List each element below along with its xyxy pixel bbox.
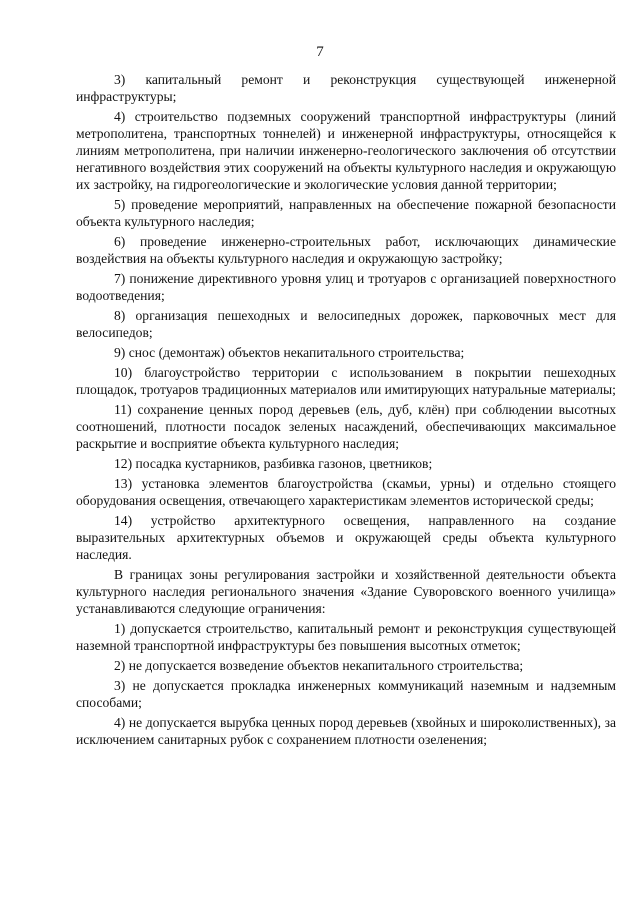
list-item-7: 7) понижение директивного уровня улиц и тротуаров с организацией поверхностного водоотведения; <box>76 270 616 303</box>
list-item-3: 3) капитальный ремонт и реконструкция существующей инженерной инфраструктуры; <box>76 72 616 104</box>
list-item-12: 12) посадка кустарников, разбивка газонов, цветников; <box>114 455 433 471</box>
page-number: 7 <box>316 44 324 60</box>
restriction-item-4: 4) не допускается вырубка ценных пород деревьев (хвойных и широколиственных), за исключением санитарных рубок с сохранением плотности озеленения; <box>76 714 616 747</box>
zone-restrictions-intro: В границах зоны регулирования застройки и хозяйственной деятельности объекта культурного наследия регионального значения «Здание Суворовского военного училища» устанавливаются следующие ограничения: <box>76 566 616 616</box>
list-item-6: 6) проведение инженерно-строительных работ, исключающих динамические воздействия на объекты культурного наследия и окружающую застройку; <box>76 233 616 266</box>
list-item-5: 5) проведение мероприятий, направленных на обеспечение пожарной безопасности объекта культурного наследия; <box>76 196 616 229</box>
restriction-item-2: 2) не допускается возведение объектов некапитального строительства; <box>114 657 524 673</box>
list-item-10: 10) благоустройство территории с использованием в покрытии пешеходных площадок, тротуаров традиционных материалов или имитирующих натуральные материалы; <box>76 364 616 397</box>
list-item-8: 8) организация пешеходных и велосипедных дорожек, парковочных мест для велосипедов; <box>76 307 616 340</box>
list-item-13: 13) установка элементов благоустройства (скамьи, урны) и отдельно стоящего оборудования освещения, отвечающего характеристикам элементов исторической среды; <box>76 475 616 508</box>
restriction-item-1: 1) допускается строительство, капитальный ремонт и реконструкция существующей наземной транспортной инфраструктуры без повышения высотных отметок; <box>76 620 616 653</box>
list-item-9: 9) снос (демонтаж) объектов некапитального строительства; <box>114 344 465 360</box>
list-item-11: 11) сохранение ценных пород деревьев (ель, дуб, клён) при соблюдении высотных соотношений, плотности посадок зеленых насаждений, обеспечивающих максимальное раскрытие и восприятие объекта культурного наследия; <box>76 401 616 451</box>
list-item-14: 14) устройство архитектурного освещения, направленного на создание выразительных архитектурных объемов и окружающей среды объекта культурного наследия. <box>76 512 616 562</box>
restriction-item-3: 3) не допускается прокладка инженерных коммуникаций наземным и надземным способами; <box>76 677 616 710</box>
document-body <box>76 72 616 752</box>
list-item-4: 4) строительство подземных сооружений транспортной инфраструктуры (линий метрополитена, транспортных тоннелей) и инженерной инфраструктуры, относящейся к линиям метрополитена, при наличии инженерно-геологического заключения об отсутствии негативного воздействия этих сооружений на объекты культурного наследия и окружающую их застройку, на гидрогеологические и экологические условия данной территории; <box>76 109 616 192</box>
